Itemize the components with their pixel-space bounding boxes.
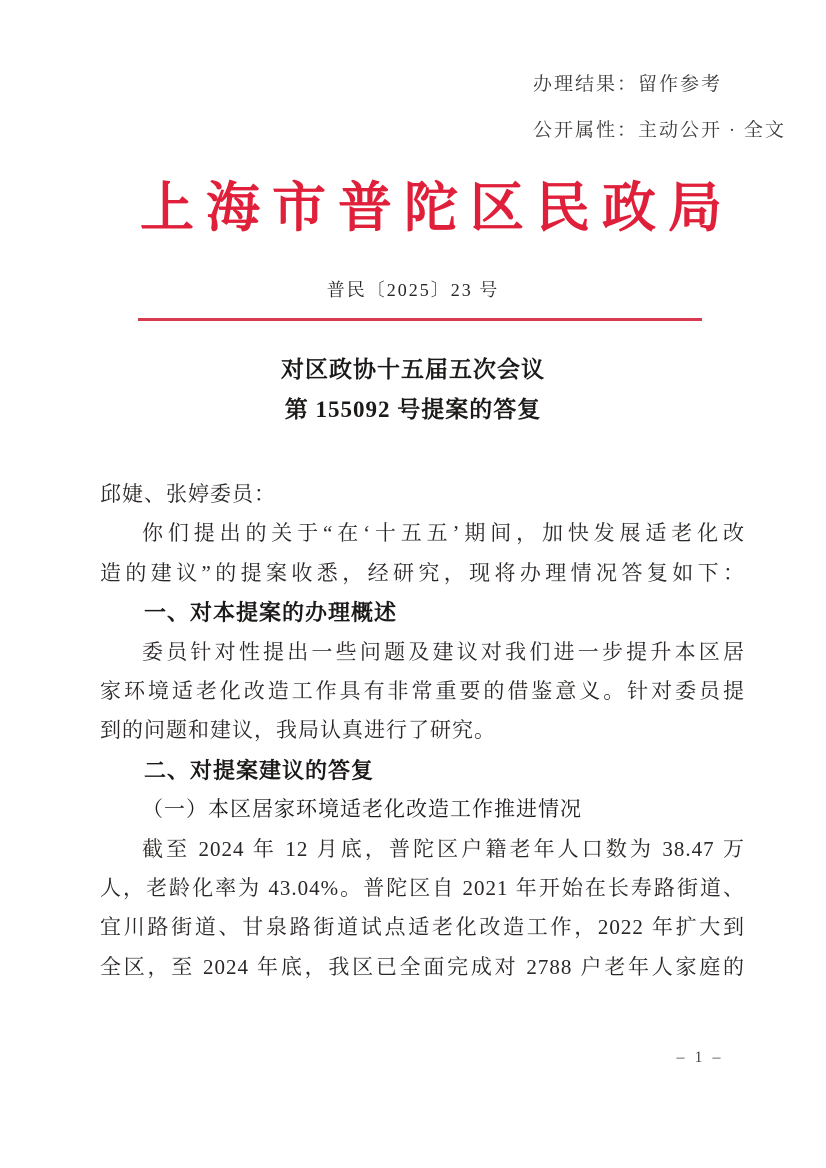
document-body <box>100 475 745 987</box>
doc-meta <box>533 62 786 154</box>
doc-title-line1: 对区政协十五届五次会议 <box>281 357 545 382</box>
red-divider <box>138 318 702 321</box>
body-line: 全区，至 2024 年底，我区已全面完成对 2788 户老年人家庭的 <box>100 954 745 979</box>
meta-publicity: 公开属性：主动公开 · 全文 <box>533 120 786 141</box>
section-heading-1: 一、对本提案的办理概述 <box>144 600 398 626</box>
body-line: 宜川路街道、甘泉路街道试点适老化改造工作，2022 年扩大到 <box>100 915 745 940</box>
body-line: 家环境适老化改造工作具有非常重要的借鉴意义。针对委员提 <box>100 679 745 704</box>
doc-title <box>0 350 826 430</box>
page-number: – 1 – <box>676 1049 724 1066</box>
doc-number: 普民〔2025〕23 号 <box>326 280 500 300</box>
subsection-heading: （一）本区居家环境适老化改造工作推进情况 <box>142 797 582 822</box>
body-line: 人，老龄化率为 43.04%。普陀区自 2021 年开始在长寿路街道、 <box>100 876 745 901</box>
doc-title-line2: 第 155092 号提案的答复 <box>284 397 542 422</box>
body-line: 截至 2024 年 12 月底，普陀区户籍老年人口数为 38.47 万 <box>142 836 745 861</box>
meta-processing-result: 办理结果：留作参考 <box>533 74 723 95</box>
body-line: 委员针对性提出一些问题及建议对我们进一步提升本区居 <box>142 639 745 664</box>
section-heading-2: 二、对提案建议的答复 <box>144 757 375 783</box>
salutation: 邱婕、张婷委员： <box>100 482 276 506</box>
body-line: 到的问题和建议，我局认真进行了研究。 <box>100 718 496 743</box>
body-line: 你们提出的关于“在‘十五五’期间，加快发展适老化改 <box>142 521 745 546</box>
agency-title: 上海市普陀区民政局 <box>140 178 734 238</box>
body-line: 造的建议”的提案收悉，经研究，现将办理情况答复如下： <box>100 560 745 585</box>
